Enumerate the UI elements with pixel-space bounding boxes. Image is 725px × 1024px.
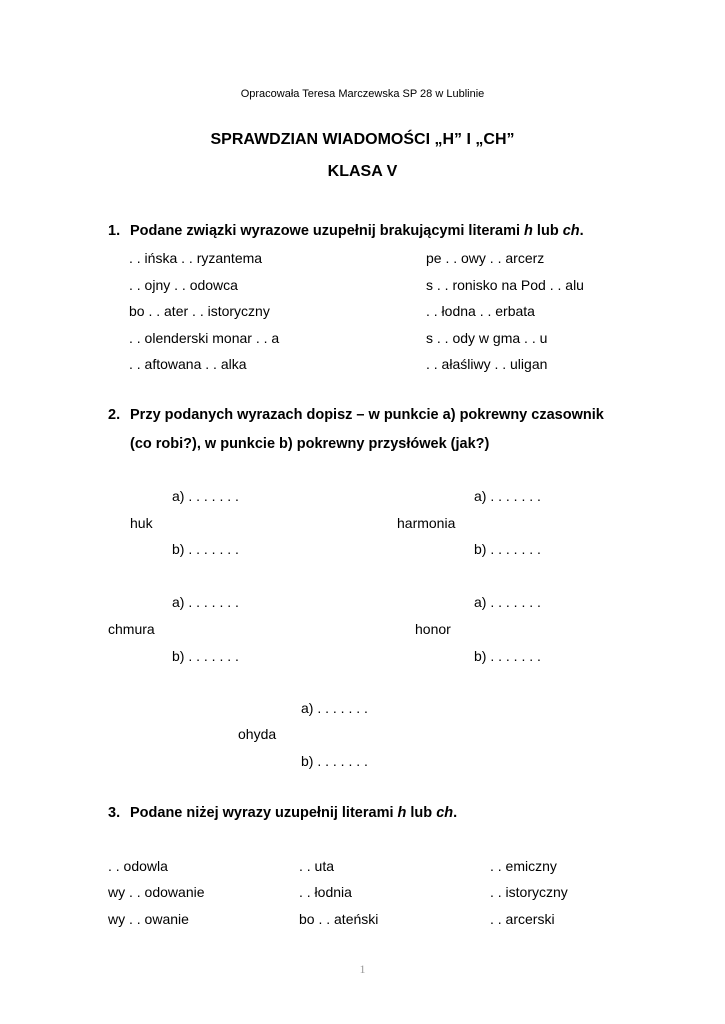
task-1-right-line: s . . ronisko na Pod . . alu — [426, 277, 584, 293]
answer-a: a) . . . . . . . — [474, 488, 541, 504]
task-1-left-line: . . aftowana . . alka — [129, 356, 247, 372]
word-chmura: chmura — [108, 621, 155, 637]
task-1-left-line: . . ińska . . ryzantema — [129, 250, 263, 266]
answer-b: b) . . . . . . . — [301, 753, 368, 769]
task-1-left-line: bo . . ater . . istoryczny — [129, 303, 270, 319]
task-1-letter-ch: ch — [562, 223, 580, 239]
task-3-word: . . uta — [299, 858, 335, 874]
answer-a: a) . . . . . . . — [172, 488, 239, 504]
word-harmonia: harmonia — [397, 515, 456, 531]
task-1-right-line: pe . . owy . . arcerz — [426, 250, 545, 266]
task-1-right-line: s . . ody w gma . . u — [426, 330, 548, 346]
author-line: Opracowała Teresa Marczewska SP 28 w Lublinie — [240, 88, 485, 100]
task-3-instruction — [108, 805, 457, 821]
task-3-end: . — [453, 805, 458, 821]
answer-a: a) . . . . . . . — [172, 594, 239, 610]
task-1-end: . — [579, 223, 584, 239]
answer-b: b) . . . . . . . — [474, 541, 541, 557]
task-3-word: bo . . ateński — [299, 911, 379, 927]
task-1-right-line: . . ałaśliwy . . uligan — [426, 356, 548, 372]
task-1-left-line: . . ojny . . odowca — [129, 277, 238, 293]
task-1-left-line: . . olenderski monar . . a — [129, 330, 280, 346]
word-honor: honor — [415, 621, 451, 637]
task-3-word: . . łodnia — [299, 884, 352, 900]
task-3-letter-ch: ch — [436, 805, 454, 821]
task-2-instruction — [108, 407, 604, 423]
task-1-letter-h: h — [524, 223, 533, 239]
page-subtitle: KLASA V — [327, 163, 398, 180]
answer-a: a) . . . . . . . — [474, 594, 541, 610]
task-1-right-line: . . łodna . . erbata — [426, 303, 535, 319]
task-3-text: Podane niżej wyrazy uzupełnij literami — [130, 805, 398, 821]
task-3-word: wy . . owanie — [108, 911, 189, 927]
task-3-word: . . emiczny — [490, 858, 557, 874]
answer-b: b) . . . . . . . — [474, 648, 541, 664]
page-number: 1 — [359, 962, 366, 976]
answer-b: b) . . . . . . . — [172, 541, 239, 557]
task-1-number: 1. — [108, 223, 121, 239]
task-2-line-1: Przy podanych wyrazach dopisz – w punkcie a) pokrewny czasownik — [130, 407, 604, 423]
task-1-instruction — [108, 223, 584, 239]
task-3-number: 3. — [108, 805, 121, 821]
word-huk: huk — [130, 515, 153, 531]
task-3-word: . . arcerski — [490, 911, 555, 927]
task-3-word: wy . . odowanie — [108, 884, 205, 900]
word-ohyda: ohyda — [238, 726, 277, 742]
task-3-letter-h: h — [397, 805, 407, 821]
task-3-word: . . istoryczny — [490, 884, 568, 900]
task-2-number: 2. — [108, 407, 121, 423]
task-3-word: . . odowla — [108, 858, 168, 874]
page-title: SPRAWDZIAN WIADOMOŚCI „H” I „CH” — [210, 131, 515, 148]
answer-a: a) . . . . . . . — [301, 700, 368, 716]
task-3-connector: lub — [406, 805, 437, 821]
answer-b: b) . . . . . . . — [172, 648, 239, 664]
task-2-instruction-line-2: (co robi?), w punkcie b) pokrewny przysłówek (jak?) — [130, 436, 490, 452]
task-1-text: Podane związki wyrazowe uzupełnij brakującymi literami — [130, 223, 525, 239]
task-1-connector: lub — [532, 223, 563, 239]
